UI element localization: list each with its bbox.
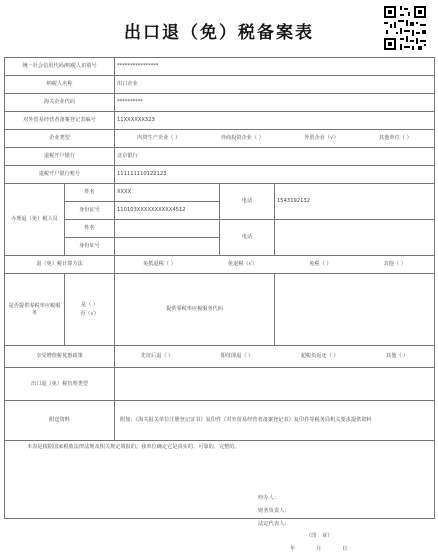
row-customs-code bbox=[5, 94, 435, 112]
preferential-option: 先征后退（ ） bbox=[140, 353, 174, 360]
method-label: 退（免）税计算方法 bbox=[5, 256, 115, 274]
method-option: 免退税（√） bbox=[227, 261, 258, 268]
handler2-id bbox=[115, 238, 220, 256]
bank-label: 退税开户银行 bbox=[5, 148, 115, 166]
taxpayer-name-value: 出口企业 bbox=[115, 76, 435, 94]
credit-code-value: **************** bbox=[115, 58, 435, 76]
credit-code-label: 统一社会信用代码/纳税人识别号 bbox=[5, 58, 115, 76]
preferential-option: 即征即退（ ） bbox=[220, 353, 254, 360]
customs-code-label: 海关企业代码 bbox=[5, 94, 115, 112]
record-form-value: 11XXXXXX323 bbox=[115, 112, 435, 130]
name-label: 姓名 bbox=[65, 184, 115, 202]
enterprise-type-options bbox=[115, 130, 435, 148]
legal-signature-label: 法定代表人： bbox=[258, 521, 290, 527]
service-code-value bbox=[275, 274, 435, 346]
row-method bbox=[5, 256, 435, 274]
row-bank bbox=[5, 148, 435, 166]
seal-label: （印 章） bbox=[306, 533, 333, 539]
handler-label: 办理退（免）税人员 bbox=[5, 184, 65, 256]
handler2-phone bbox=[275, 220, 435, 256]
handler1-id: 110103XXXXXXXXXX4512 bbox=[115, 202, 220, 220]
service-no: 否（√） bbox=[80, 311, 99, 317]
row-credit-code bbox=[5, 58, 435, 76]
enterprise-type-label: 企业类型 bbox=[5, 130, 115, 148]
record-form-label: 对外贸易经营者备案登记表编号 bbox=[5, 112, 115, 130]
finance-signature-label: 财务负责人： bbox=[258, 508, 290, 514]
row-attachments bbox=[5, 401, 435, 441]
enterprise-type-option: 内资生产企业（ ） bbox=[137, 135, 181, 142]
preferential-option: 其他（ ） bbox=[385, 353, 409, 360]
taxpayer-name-label: 纳税人名称 bbox=[5, 76, 115, 94]
qr-code-icon bbox=[382, 4, 428, 52]
handler1-name: XXXX bbox=[115, 184, 220, 202]
management-type-value bbox=[115, 368, 435, 401]
id-label: 身份证号 bbox=[65, 238, 115, 256]
attachments-label: 附送资料 bbox=[5, 401, 115, 441]
row-record-form bbox=[5, 112, 435, 130]
handler-row bbox=[5, 220, 435, 238]
management-type-label: 出口退（免）税管理类型 bbox=[5, 368, 115, 401]
phone-label: 电话 bbox=[220, 220, 275, 256]
record-form-table bbox=[4, 57, 435, 519]
agent-signature-label: 经办人： bbox=[258, 495, 280, 501]
date-month-label: 月 bbox=[316, 546, 322, 552]
method-options bbox=[115, 256, 435, 274]
enterprise-type-option: 外贸企业（√） bbox=[304, 135, 339, 142]
handler1-phone: 1543192132 bbox=[275, 184, 435, 220]
service-question-label: 是否提供零税率应税服务 bbox=[5, 274, 65, 346]
customs-code-value: ********** bbox=[115, 94, 435, 112]
preferential-option: 超税负返还（ ） bbox=[300, 353, 339, 360]
row-zero-rate-service bbox=[5, 274, 435, 346]
method-option: 免税（ ） bbox=[309, 261, 332, 268]
enterprise-type-option: 外商投资企业（ ） bbox=[220, 135, 264, 142]
service-code-label: 提供零税率应税服务代码 bbox=[115, 274, 275, 346]
bank-account-label: 退税开户银行账号 bbox=[5, 166, 115, 184]
bank-account-value: 111111110122123 bbox=[115, 166, 435, 184]
page-title: 出口退（免）税备案表 bbox=[124, 23, 314, 43]
row-declaration bbox=[5, 441, 435, 519]
attachments-value: 附加：《海关报关单位注册登记证书》复印件《对外贸易经营者备案登记表》复印件等税务局机关要求提供资料 bbox=[115, 401, 435, 441]
row-taxpayer-name bbox=[5, 76, 435, 94]
method-option: 其他（ ） bbox=[383, 261, 406, 268]
date-day-label: 日 bbox=[342, 546, 348, 552]
preferential-options bbox=[115, 346, 435, 368]
service-yes: 是（ ） bbox=[80, 301, 99, 308]
row-management-type bbox=[5, 368, 435, 401]
handler2-name bbox=[115, 220, 220, 238]
method-option: 免抵退税（ ） bbox=[143, 261, 176, 268]
date-year-label: 年 bbox=[290, 546, 296, 552]
phone-label: 电话 bbox=[220, 184, 275, 220]
id-label: 身份证号 bbox=[65, 202, 115, 220]
handler-row bbox=[5, 184, 435, 202]
row-bank-account bbox=[5, 166, 435, 184]
declaration-text: 本表是根据国家税收法律法规及相关规定填报的，我单位确定它是真实的、可靠的、完整的。 bbox=[27, 444, 240, 450]
service-choice bbox=[65, 274, 115, 346]
name-label: 姓名 bbox=[65, 220, 115, 238]
declaration-cell bbox=[5, 441, 435, 519]
row-preferential bbox=[5, 346, 435, 368]
bank-value: 北京银行 bbox=[115, 148, 435, 166]
enterprise-type-option: 其他单位（ ） bbox=[379, 135, 412, 142]
row-enterprise-type bbox=[5, 130, 435, 148]
preferential-label: 享受增值税优惠政策 bbox=[5, 346, 115, 368]
